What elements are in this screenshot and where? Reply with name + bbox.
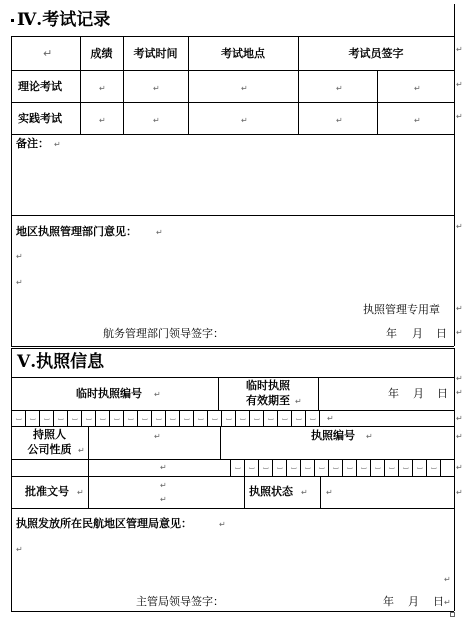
space-mark: ⌴: [268, 414, 274, 422]
flight-ops-signature-label: 航务管理部门领导签字：: [103, 327, 224, 340]
cell-mark: ↵: [326, 488, 333, 497]
temp-valid-day: 日: [437, 387, 448, 400]
paragraph-mark: ↵: [456, 463, 463, 472]
space-mark: ⌴: [226, 414, 232, 422]
space-mark: ⌴: [240, 414, 246, 422]
cell-mark: ↵: [414, 84, 421, 93]
cell-mark: ↵: [366, 432, 373, 441]
space-mark: ⌴: [417, 463, 423, 471]
temp-valid-month: 月: [413, 387, 424, 400]
paragraph-mark: ↵: [54, 140, 61, 149]
cell-mark: ↵: [295, 397, 302, 406]
space-mark: ⌴: [212, 414, 218, 422]
cell-mark: ↵: [327, 414, 334, 423]
space-mark: ⌴: [114, 414, 120, 422]
space-mark: ⌴: [347, 463, 353, 471]
space-mark: ⌴: [100, 414, 106, 422]
cell-mark: ↵: [99, 84, 106, 93]
stamp-label: 执照管理专用章: [363, 303, 440, 316]
license-status-label: 执照状态: [249, 485, 293, 498]
cell-mark: ↵: [160, 495, 167, 504]
space-mark: ⌴: [30, 414, 36, 422]
issuing-authority-opinion-label: 执照发放所在民航地区管理局意见：: [16, 517, 192, 530]
space-mark: ⌴: [184, 414, 190, 422]
space-mark: ⌴: [403, 463, 409, 471]
paragraph-mark: ↵: [444, 575, 451, 584]
paragraph-mark: ↵: [156, 228, 163, 237]
director-date-year: 年: [383, 595, 394, 608]
date-month: 月: [412, 327, 423, 340]
temp-license-valid-line1: 临时执照: [246, 379, 290, 392]
paragraph-mark: ↵: [456, 328, 463, 337]
cell-mark: ↵: [241, 84, 248, 93]
cell-mark: ↵: [336, 116, 343, 125]
paragraph-mark: ↵: [456, 414, 463, 423]
space-mark: ⌴: [305, 463, 311, 471]
table-resize-handle[interactable]: [450, 612, 455, 617]
director-signature-label: 主管局领导签字：: [136, 595, 224, 608]
space-mark: ⌴: [282, 414, 288, 422]
paragraph-mark: ↵: [16, 545, 23, 554]
space-mark: ⌴: [86, 414, 92, 422]
header-exam-location: 考试地点: [221, 47, 265, 60]
space-mark: ⌴: [156, 414, 162, 422]
paragraph-mark: ↵: [456, 45, 463, 54]
header-exam-time: 考试时间: [133, 47, 178, 60]
space-mark: ⌴: [389, 463, 395, 471]
cell-mark: ↵: [77, 488, 84, 497]
paragraph-mark: ↵: [456, 80, 463, 89]
space-mark: ⌴: [319, 463, 325, 471]
date-day: 日: [436, 327, 447, 340]
space-mark: ⌴: [235, 463, 241, 471]
space-mark: ⌴: [296, 414, 302, 422]
cell-mark: ↵: [153, 84, 160, 93]
space-mark: ⌴: [375, 463, 381, 471]
cell-mark: ↵: [160, 481, 167, 490]
holder-label-line2: 公司性质: [27, 443, 72, 456]
cell-mark: ↵: [99, 116, 106, 125]
paragraph-mark: ↵: [16, 278, 23, 287]
holder-label-line1: 持照人: [33, 428, 66, 441]
temp-license-valid-line2: 有效期至: [246, 394, 290, 407]
space-mark: ⌴: [142, 414, 148, 422]
cell-mark: ↵: [414, 116, 421, 125]
cell-mark: ↵: [241, 116, 248, 125]
director-date-day: 日: [433, 595, 444, 608]
cell-mark: ↵: [336, 84, 343, 93]
row-theory-exam: 理论考试: [18, 80, 62, 93]
space-mark: ⌴: [277, 463, 283, 471]
section4-title: Ⅳ.考试记录: [17, 10, 111, 30]
director-date-month: 月: [408, 595, 419, 608]
paragraph-mark: ↵: [456, 304, 463, 313]
paragraph-mark: ↵: [456, 112, 463, 121]
paragraph-mark: ↵: [456, 388, 463, 397]
space-mark: ⌴: [170, 414, 176, 422]
space-mark: ⌴: [361, 463, 367, 471]
space-mark: ⌴: [72, 414, 78, 422]
paragraph-mark: ↵: [456, 374, 463, 383]
cell-mark: ↵: [78, 446, 85, 455]
space-mark: ⌴: [333, 463, 339, 471]
header-examiner-signature: 考试员签字: [348, 47, 404, 60]
date-year: 年: [386, 327, 397, 340]
space-mark: ⌴: [128, 414, 134, 422]
paragraph-mark: ↵: [16, 252, 23, 261]
space-mark: ⌴: [44, 414, 50, 422]
space-mark: ⌴: [291, 463, 297, 471]
space-mark: ⌴: [431, 463, 437, 471]
paragraph-mark: ↵: [456, 432, 463, 441]
paragraph-mark: ↵: [219, 520, 226, 529]
space-mark: ⌴: [310, 414, 316, 422]
remarks-label: 备注：: [16, 137, 49, 150]
space-mark: ⌴: [198, 414, 204, 422]
row-practical-exam: 实践考试: [18, 112, 62, 125]
space-mark: ⌴: [249, 463, 255, 471]
paragraph-mark: ↵: [456, 488, 463, 497]
temp-license-number-label: 临时执照编号: [76, 387, 142, 400]
section5-title: Ⅴ.执照信息: [17, 352, 105, 372]
space-mark: ⌴: [254, 414, 260, 422]
approval-number-label: 批准文号: [25, 485, 69, 498]
bullet-dot: [11, 19, 14, 22]
header-empty-mark: ↵: [43, 47, 53, 60]
space-mark: ⌴: [16, 414, 22, 422]
cell-mark: ↵: [153, 116, 160, 125]
header-score: 成绩: [90, 47, 113, 60]
paragraph-mark: ↵: [456, 222, 463, 231]
space-mark: ⌴: [58, 414, 64, 422]
regional-opinion-label: 地区执照管理部门意见：: [16, 225, 137, 238]
paragraph-mark: ↵: [444, 598, 451, 607]
cell-mark: ↵: [154, 390, 161, 399]
cell-mark: ↵: [154, 432, 161, 441]
cell-mark: ↵: [160, 463, 167, 472]
space-mark: ⌴: [263, 463, 269, 471]
cell-mark: ↵: [301, 488, 308, 497]
license-number-label: 执照编号: [311, 429, 355, 442]
temp-valid-year: 年: [388, 387, 399, 400]
